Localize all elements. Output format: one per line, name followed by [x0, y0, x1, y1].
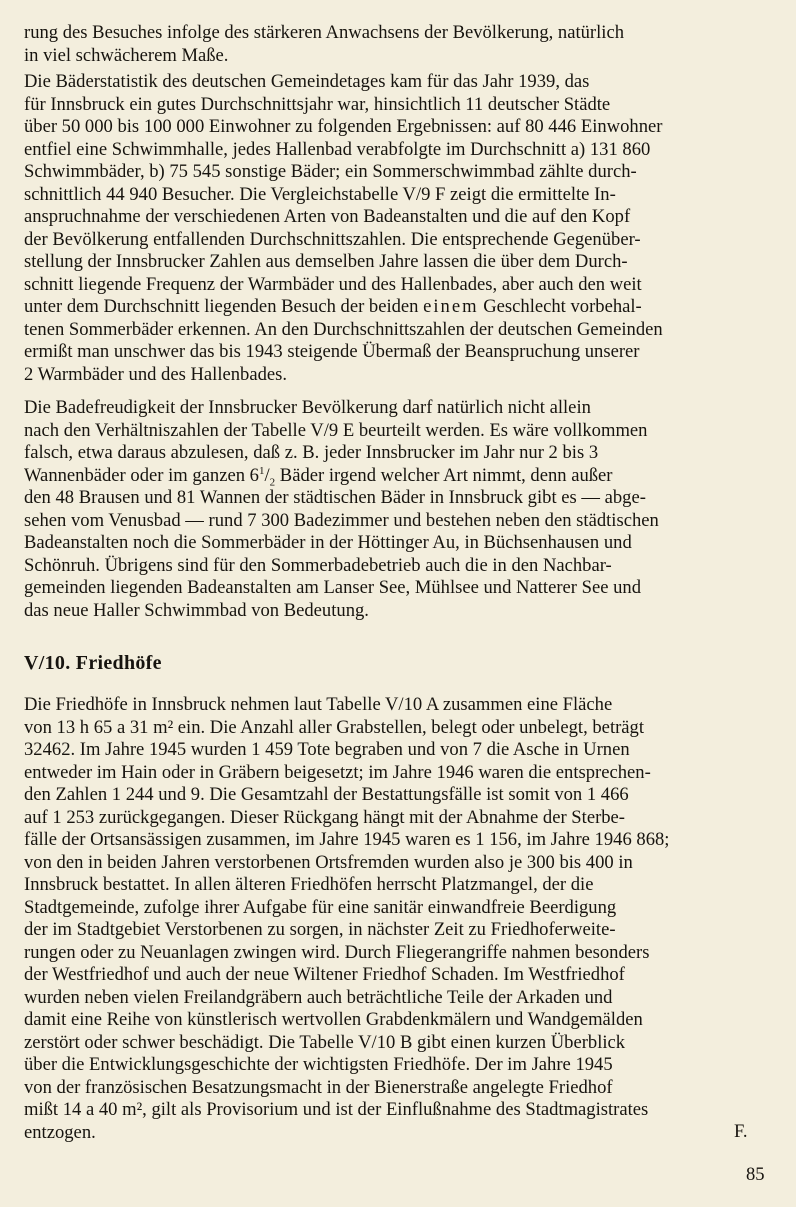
paragraph-0 — [24, 22, 771, 67]
text-line: der Westfriedhof und auch der neue Wiltener Friedhof Schaden. Im Westfriedhof — [24, 964, 625, 985]
text-line: Badeanstalten noch die Sommerbäder in der Höttinger Au, in Büchsenhausen und — [24, 532, 632, 553]
text-line: rung des Besuches infolge des stärkeren Anwachsens der Bevölkerung, natürlich — [24, 22, 624, 43]
text-line: sehen vom Venusbad — rund 7 300 Badezimmer und bestehen neben den städtischen — [24, 509, 659, 531]
text-line: das neue Haller Schwimmbad von Bedeutung. — [24, 599, 369, 621]
text-line: von der französischen Besatzungsmacht in der Bienerstraße angelegte Friedhof — [24, 1076, 613, 1098]
text-line: damit eine Reihe von künstlerisch wertvollen Grabdenkmälern und Wandgemälden — [24, 1009, 643, 1030]
text-line: von 13 h 65 a 31 m² ein. Die Anzahl aller Grabstellen, belegt oder unbelegt, beträgt — [24, 716, 645, 738]
text-line: über 50 000 bis 100 000 Einwohner zu folgenden Ergebnissen: auf 80 446 Einwohner — [24, 116, 663, 137]
text-line: gemeinden liegenden Badeanstalten am Lanser See, Mühlsee und Natterer See und — [24, 577, 641, 598]
text-fragment: Bäder irgend welcher Art nimmt, denn außer — [279, 464, 613, 486]
paragraph-2 — [24, 397, 771, 622]
text-line: der im Stadtgebiet Verstorbenen zu sorgen, in nächster Zeit zu Friedhoferweite- — [24, 919, 616, 940]
text-line: entweder im Hain oder in Gräbern beigesetzt; im Jahre 1946 waren die entsprechen- — [24, 761, 651, 783]
section-heading: V/10. Friedhöfe — [24, 652, 162, 674]
text-line: entfiel eine Schwimmhalle, jedes Hallenbad verabfolgte im Durchschnitt a) 131 860 — [24, 138, 651, 160]
text-line: mißt 14 a 40 m², gilt als Provisorium und ist der Einflußnahme des Stadtmagistrates — [24, 1099, 649, 1120]
paragraph-1 — [24, 71, 771, 386]
author-initial: F. — [734, 1121, 748, 1142]
text-line: über die Entwicklungsgeschichte der wichtigsten Friedhöfe. Der im Jahre 1945 — [24, 1054, 613, 1075]
fraction-whole: 6 — [249, 464, 259, 486]
text-line: Stadtgemeinde, zufolge ihrer Aufgabe für eine sanitär einwandfreie Beerdigung — [24, 896, 617, 918]
text-line: der Bevölkerung entfallenden Durchschnittszahlen. Die entsprechende Gegenüber- — [24, 228, 641, 250]
text-line: Die Friedhöfe in Innsbruck nehmen laut Tabelle V/10 A zusammen eine Fläche — [24, 694, 613, 715]
text-line: Die Bäderstatistik des deutschen Gemeindetages kam für das Jahr 1939, das — [24, 71, 590, 92]
text-line: falsch, etwa daraus abzulesen, daß z. B. jeder Innsbrucker im Jahr nur 2 bis 3 — [24, 442, 599, 463]
text-line: auf 1 253 zurückgegangen. Dieser Rückgang hängt mit der Abnahme der Sterbe- — [24, 806, 626, 828]
text-line: schnittlich 44 940 Besucher. Die Vergleichstabelle V/9 F zeigt die ermittelte In- — [24, 183, 616, 205]
text-line: für Innsbruck ein gutes Durchschnittsjahr war, hinsichtlich 11 deutscher Städte — [24, 93, 611, 115]
text-line-with-fraction — [24, 465, 771, 488]
text-line: in viel schwächerem Maße. — [24, 44, 229, 66]
text-line-with-spaced-word — [24, 296, 771, 319]
text-fragment: Geschlecht vorbehal- — [483, 296, 642, 317]
text-line: den 48 Brausen und 81 Wannen der städtischen Bäder in Innsbruck gibt es — abge- — [24, 487, 646, 508]
text-line: wurden neben vielen Freilandgräbern auch beträchtliche Teile der Arkaden und — [24, 986, 613, 1008]
text-line: den Zahlen 1 244 und 9. Die Gesamtzahl der Bestattungsfälle ist somit von 1 466 — [24, 784, 629, 805]
text-line: 2 Warmbäder und des Hallenbades. — [24, 363, 288, 385]
text-line: Schönruh. Übrigens sind für den Sommerbadebetrieb auch die in den Nachbar- — [24, 554, 612, 576]
fraction: $6^1/_2$ — [249, 464, 276, 487]
text-line: zerstört oder schwer beschädigt. Die Tabelle V/10 B gibt einen kurzen Überblick — [24, 1031, 626, 1053]
text-line: rungen oder zu Neuanlagen zwingen wird. Durch Fliegerangriffe nahmen besonders — [24, 941, 650, 963]
text-line: Innsbruck bestattet. In allen älteren Friedhöfen herrscht Platzmangel, der die — [24, 874, 594, 895]
text-line: anspruchnahme der verschiedenen Arten von Badeanstalten und die auf den Kopf — [24, 206, 631, 227]
spaced-word: einem — [423, 296, 479, 317]
text-line: fälle der Ortsansässigen zusammen, im Jahre 1945 waren es 1 156, im Jahre 1946 868; — [24, 829, 670, 850]
text-line: Schwimmbäder, b) 75 545 sonstige Bäder; ein Sommerschwimmbad zählte durch- — [24, 161, 637, 182]
text-line: ermißt man unschwer das bis 1943 steigende Übermaß der Beanspruchung unserer — [24, 341, 640, 362]
text-line: stellung der Innsbrucker Zahlen aus demselben Jahre lassen die über dem Durch- — [24, 251, 628, 272]
text-line: schnitt liegende Frequenz der Warmbäder und des Hallenbades, aber auch den weit — [24, 273, 642, 295]
text-line: 32462. Im Jahre 1945 wurden 1 459 Tote begraben und von 7 die Asche in Urnen — [24, 739, 630, 760]
fraction-denominator: 2 — [269, 476, 276, 487]
text-line: Die Badefreudigkeit der Innsbrucker Bevölkerung darf natürlich nicht allein — [24, 397, 591, 418]
text-line: entzogen. — [24, 1121, 96, 1143]
text-line: tenen Sommerbäder erkennen. An den Durchschnittszahlen der deutschen Gemeinden — [24, 318, 663, 340]
text-line: von den in beiden Jahren verstorbenen Ortsfremden wurden also je 300 bis 400 in — [24, 851, 633, 873]
text-fragment: unter dem Durchschnitt liegenden Besuch der beiden — [24, 296, 419, 317]
text-line: nach den Verhältniszahlen der Tabelle V/9 E beurteilt werden. Es wäre vollkommen — [24, 419, 648, 441]
page-number: 85 — [746, 1164, 765, 1185]
paragraph-3 — [24, 694, 771, 1144]
text-fragment: Wannenbäder oder im ganzen — [24, 464, 246, 486]
fraction-numerator: 1 — [258, 464, 265, 477]
